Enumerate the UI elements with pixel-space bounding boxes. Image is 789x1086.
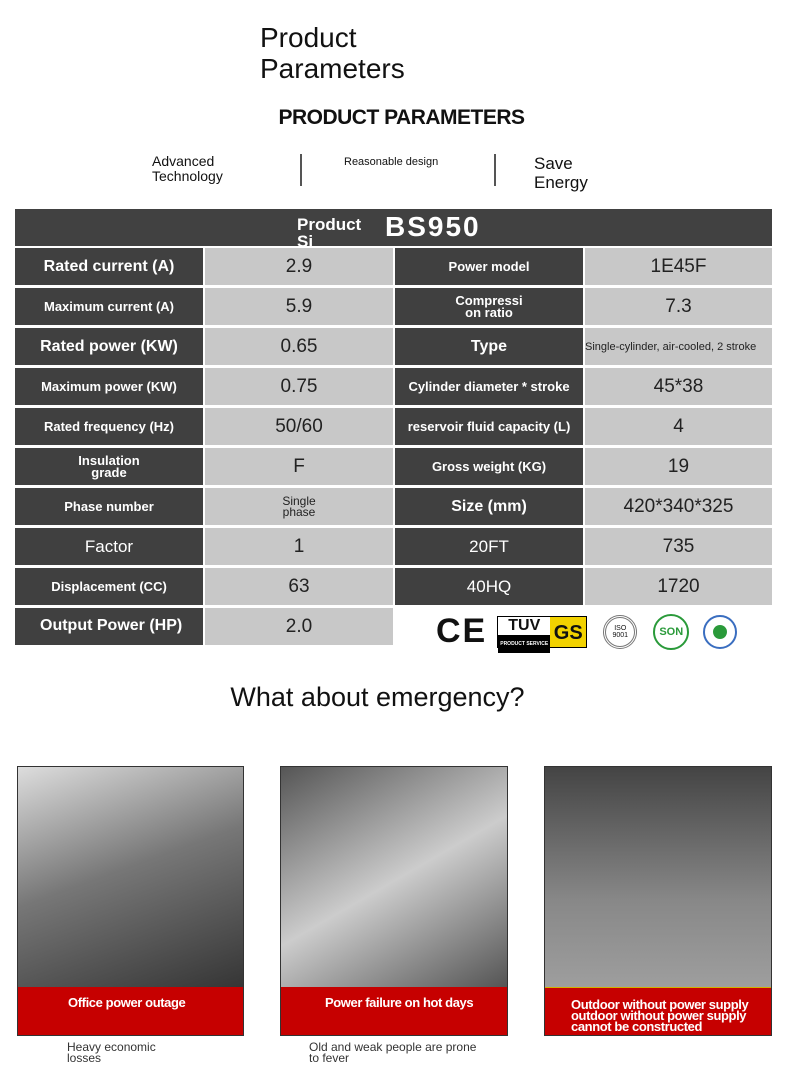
param-label: 40HQ <box>395 568 583 605</box>
param-label: Rated current (A) <box>15 248 203 285</box>
param-label: Compressi on ratio <box>395 288 583 325</box>
param-value: Single-cylinder, air-cooled, 2 stroke <box>585 328 772 365</box>
card-hot-days <box>280 766 508 1036</box>
card-office <box>17 766 244 1036</box>
iso-logo: ISO 9001 <box>603 615 637 649</box>
param-value: 0.75 <box>205 368 393 405</box>
tuv-gs-logo <box>497 616 587 648</box>
ce-logo: CE <box>436 612 488 650</box>
feature-reasonable-design: Reasonable design <box>344 156 439 168</box>
param-value: Single phase <box>205 488 393 525</box>
param-value: 420*340*325 <box>585 488 772 525</box>
param-label: Factor <box>15 528 203 565</box>
param-value: 45*38 <box>585 368 772 405</box>
param-value: 63 <box>205 568 393 605</box>
param-value: 19 <box>585 448 772 485</box>
card-outdoor <box>544 766 772 1036</box>
card-caption: Old and weak people are prone to fever <box>309 1040 477 1065</box>
card-band: Office power outage <box>18 987 243 1035</box>
feature-advanced-technology: Advanced Technology <box>152 153 223 184</box>
param-label: Size (mm) <box>395 488 583 525</box>
gs-text: GS <box>550 617 586 647</box>
tuv-text: TUV <box>508 616 541 634</box>
card-band: Power failure on hot days <box>281 987 507 1035</box>
param-label: Gross weight (KG) <box>395 448 583 485</box>
divider <box>300 154 302 186</box>
param-value: 1E45F <box>585 248 772 285</box>
son-logo: SON <box>653 614 689 650</box>
param-value: 0.65 <box>205 328 393 365</box>
param-label: 20FT <box>395 528 583 565</box>
param-label: Power model <box>395 248 583 285</box>
param-value: 50/60 <box>205 408 393 445</box>
param-label: Maximum power (KW) <box>15 368 203 405</box>
param-label: Insulation grade <box>15 448 203 485</box>
param-label: Type <box>395 328 583 365</box>
feature-save-energy: Save Energy <box>534 154 588 192</box>
param-label: Rated frequency (Hz) <box>15 408 203 445</box>
param-label: Phase number <box>15 488 203 525</box>
param-value: 2.0 <box>205 608 393 645</box>
param-label: Maximum current (A) <box>15 288 203 325</box>
param-value: 4 <box>585 408 772 445</box>
energy-logo <box>703 615 737 649</box>
card-band: Outdoor without power supply outdoor without power supply cannot be constructed <box>545 987 771 1035</box>
product-model: BS950 <box>385 211 481 242</box>
tuv-sub-text: PRODUCT SERVICE <box>498 635 550 653</box>
product-header <box>15 209 772 246</box>
param-label: reservoir fluid capacity (L) <box>395 408 583 445</box>
card-caption: Heavy economic losses <box>67 1040 156 1065</box>
param-label: Cylinder diameter * stroke <box>395 368 583 405</box>
param-value: 735 <box>585 528 772 565</box>
section-subtitle: PRODUCT PARAMETERS <box>278 106 525 129</box>
param-value: 2.9 <box>205 248 393 285</box>
page-title: Product Parameters <box>260 22 405 84</box>
param-value: 7.3 <box>585 288 772 325</box>
emergency-title: What about emergency? <box>230 682 525 712</box>
param-value: F <box>205 448 393 485</box>
certification-logos <box>436 612 737 651</box>
param-label: Rated power (KW) <box>15 328 203 365</box>
param-label: Output Power (HP) <box>15 608 203 645</box>
product-label: Product Si <box>297 216 362 246</box>
param-value: 1720 <box>585 568 772 605</box>
param-value: 1 <box>205 528 393 565</box>
param-value: 5.9 <box>205 288 393 325</box>
param-label: Displacement (CC) <box>15 568 203 605</box>
divider <box>494 154 496 186</box>
